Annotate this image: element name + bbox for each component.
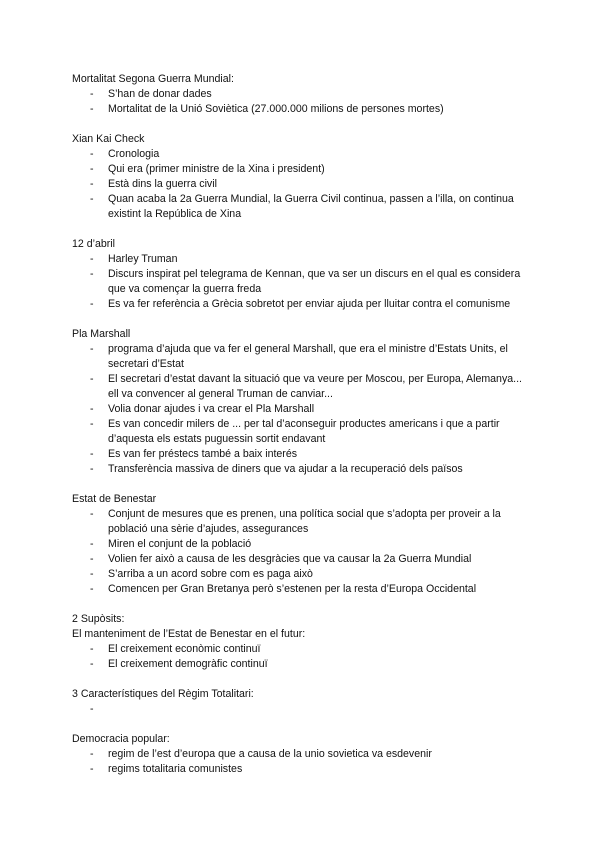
- list-item-text: Discurs inspirat pel telegrama de Kennan, que va ser un discurs en el qual es considera que va començar la guerra freda: [108, 268, 521, 295]
- list-item-text: Miren el conjunt de la població: [108, 538, 252, 550]
- bullet-dash: -: [90, 538, 94, 550]
- bullet-list: [72, 507, 532, 597]
- list-item: [72, 192, 532, 222]
- list-item-text: Volien fer això a causa de les desgràcies que va causar la 2a Guerra Mundial: [108, 553, 472, 565]
- list-item: [72, 342, 532, 372]
- bullet-dash: -: [90, 763, 94, 775]
- list-item: [72, 267, 532, 297]
- list-item-text: El creixement econòmic continuï: [108, 643, 261, 655]
- bullet-list: [72, 342, 532, 477]
- list-item: [72, 162, 532, 177]
- section-title: 12 d’abril: [72, 238, 115, 250]
- bullet-dash: -: [90, 178, 94, 190]
- list-item: [72, 567, 532, 582]
- list-item: [72, 147, 532, 162]
- bullet-dash: -: [90, 463, 94, 475]
- list-item: [72, 417, 532, 447]
- bullet-list: [72, 702, 532, 717]
- list-item: [72, 252, 532, 267]
- list-item: [72, 402, 532, 417]
- list-item-text: Qui era (primer ministre de la Xina i president): [108, 163, 325, 175]
- list-item-text: Volia donar ajudes i va crear el Pla Marshall: [108, 403, 315, 415]
- list-item-text: Està dins la guerra civil: [108, 178, 217, 190]
- section-title: Democracia popular:: [72, 733, 170, 745]
- section-supositos: [72, 612, 532, 672]
- bullet-dash: -: [90, 403, 94, 415]
- section-title: Pla Marshall: [72, 328, 131, 340]
- bullet-dash: -: [90, 508, 94, 520]
- bullet-dash: -: [90, 658, 94, 670]
- list-item: [72, 762, 532, 777]
- list-item-text: Transferència massiva de diners que va ajudar a la recuperació dels països: [108, 463, 463, 475]
- list-item: [72, 537, 532, 552]
- section-title: Estat de Benestar: [72, 493, 157, 505]
- list-item: [72, 177, 532, 192]
- bullet-dash: -: [90, 343, 94, 355]
- section-title: 2 Supòsits:: [72, 613, 125, 625]
- list-item: [72, 657, 532, 672]
- bullet-dash: -: [90, 268, 94, 280]
- list-item-text: programa d’ajuda que va fer el general Marshall, que era el ministre d’Estats Units, el secretari d’Estat: [108, 343, 508, 370]
- bullet-dash: -: [90, 163, 94, 175]
- list-item: [72, 642, 532, 657]
- section-pla-marshall: [72, 327, 532, 477]
- bullet-dash: -: [90, 193, 94, 205]
- bullet-dash: -: [90, 643, 94, 655]
- section-12-abril: [72, 237, 532, 312]
- bullet-dash: -: [90, 553, 94, 565]
- list-item-text: regims totalitaria comunistes: [108, 763, 243, 775]
- list-item: [72, 507, 532, 537]
- bullet-dash: -: [90, 748, 94, 760]
- list-item-text: Conjunt de mesures que es prenen, una política social que s’adopta per proveir a la població una sèrie d’ajudes, assegurances: [108, 508, 501, 535]
- bullet-dash: -: [90, 448, 94, 460]
- list-item: [72, 297, 532, 312]
- list-item-text: Quan acaba la 2a Guerra Mundial, la Guerra Civil continua, passen a l’illa, on continua existint la República de Xina: [108, 193, 514, 220]
- list-item-text: Es van concedir milers de ... per tal d’aconseguir productes americans i que a partir d’aquesta els estats puguessin sortit endavant: [108, 418, 500, 445]
- list-item-text: [108, 703, 111, 715]
- section-mortalitat: [72, 72, 532, 117]
- list-item-text: Es va fer referència a Grècia sobretot per enviar ajuda per lluitar contra el comunisme: [108, 298, 511, 310]
- list-item-text: Mortalitat de la Unió Soviètica (27.000.000 milions de persones mortes): [108, 103, 444, 115]
- bullet-dash: -: [90, 373, 94, 385]
- bullet-dash: -: [90, 148, 94, 160]
- bullet-dash: -: [90, 418, 94, 430]
- bullet-list: [72, 252, 532, 312]
- list-item: [72, 462, 532, 477]
- bullet-list: [72, 642, 532, 672]
- document-content: [72, 72, 532, 792]
- section-democracia-popular: [72, 732, 532, 777]
- list-item: [72, 102, 532, 117]
- bullet-list: [72, 747, 532, 777]
- list-item-text: Cronologia: [108, 148, 160, 160]
- list-item-text: S’arriba a un acord sobre com es paga això: [108, 568, 313, 580]
- list-item: [72, 702, 532, 717]
- list-item-text: Comencen per Gran Bretanya però s’estenen per la resta d’Europa Occidental: [108, 583, 477, 595]
- bullet-dash: -: [90, 703, 94, 715]
- bullet-dash: -: [90, 568, 94, 580]
- section-xian-kai-check: [72, 132, 532, 222]
- list-item: [72, 747, 532, 762]
- section-regim-totalitari: [72, 687, 532, 717]
- list-item: [72, 447, 532, 462]
- bullet-list: [72, 87, 532, 117]
- section-title: Mortalitat Segona Guerra Mundial:: [72, 73, 234, 85]
- bullet-dash: -: [90, 298, 94, 310]
- list-item: [72, 552, 532, 567]
- list-item: [72, 582, 532, 597]
- section-subtitle: El manteniment de l’Estat de Benestar en el futur:: [72, 628, 306, 640]
- list-item-text: Es van fer préstecs també a baix interés: [108, 448, 298, 460]
- list-item: [72, 87, 532, 102]
- bullet-dash: -: [90, 88, 94, 100]
- list-item-text: El creixement demogràfic continuï: [108, 658, 268, 670]
- section-estat-de-benestar: [72, 492, 532, 597]
- section-title: 3 Característiques del Règim Totalitari:: [72, 688, 254, 700]
- list-item-text: El secretari d’estat davant la situació que va veure per Moscou, per Europa, Alemanya... ell va convencer al general Truman de canviar...: [108, 373, 522, 400]
- list-item-text: Harley Truman: [108, 253, 178, 265]
- list-item-text: S’han de donar dades: [108, 88, 212, 100]
- bullet-dash: -: [90, 583, 94, 595]
- bullet-dash: -: [90, 103, 94, 115]
- list-item-text: regim de l’est d’europa que a causa de la unio sovietica va esdevenir: [108, 748, 432, 760]
- section-title: Xian Kai Check: [72, 133, 145, 145]
- bullet-list: [72, 147, 532, 222]
- list-item: [72, 372, 532, 402]
- bullet-dash: -: [90, 253, 94, 265]
